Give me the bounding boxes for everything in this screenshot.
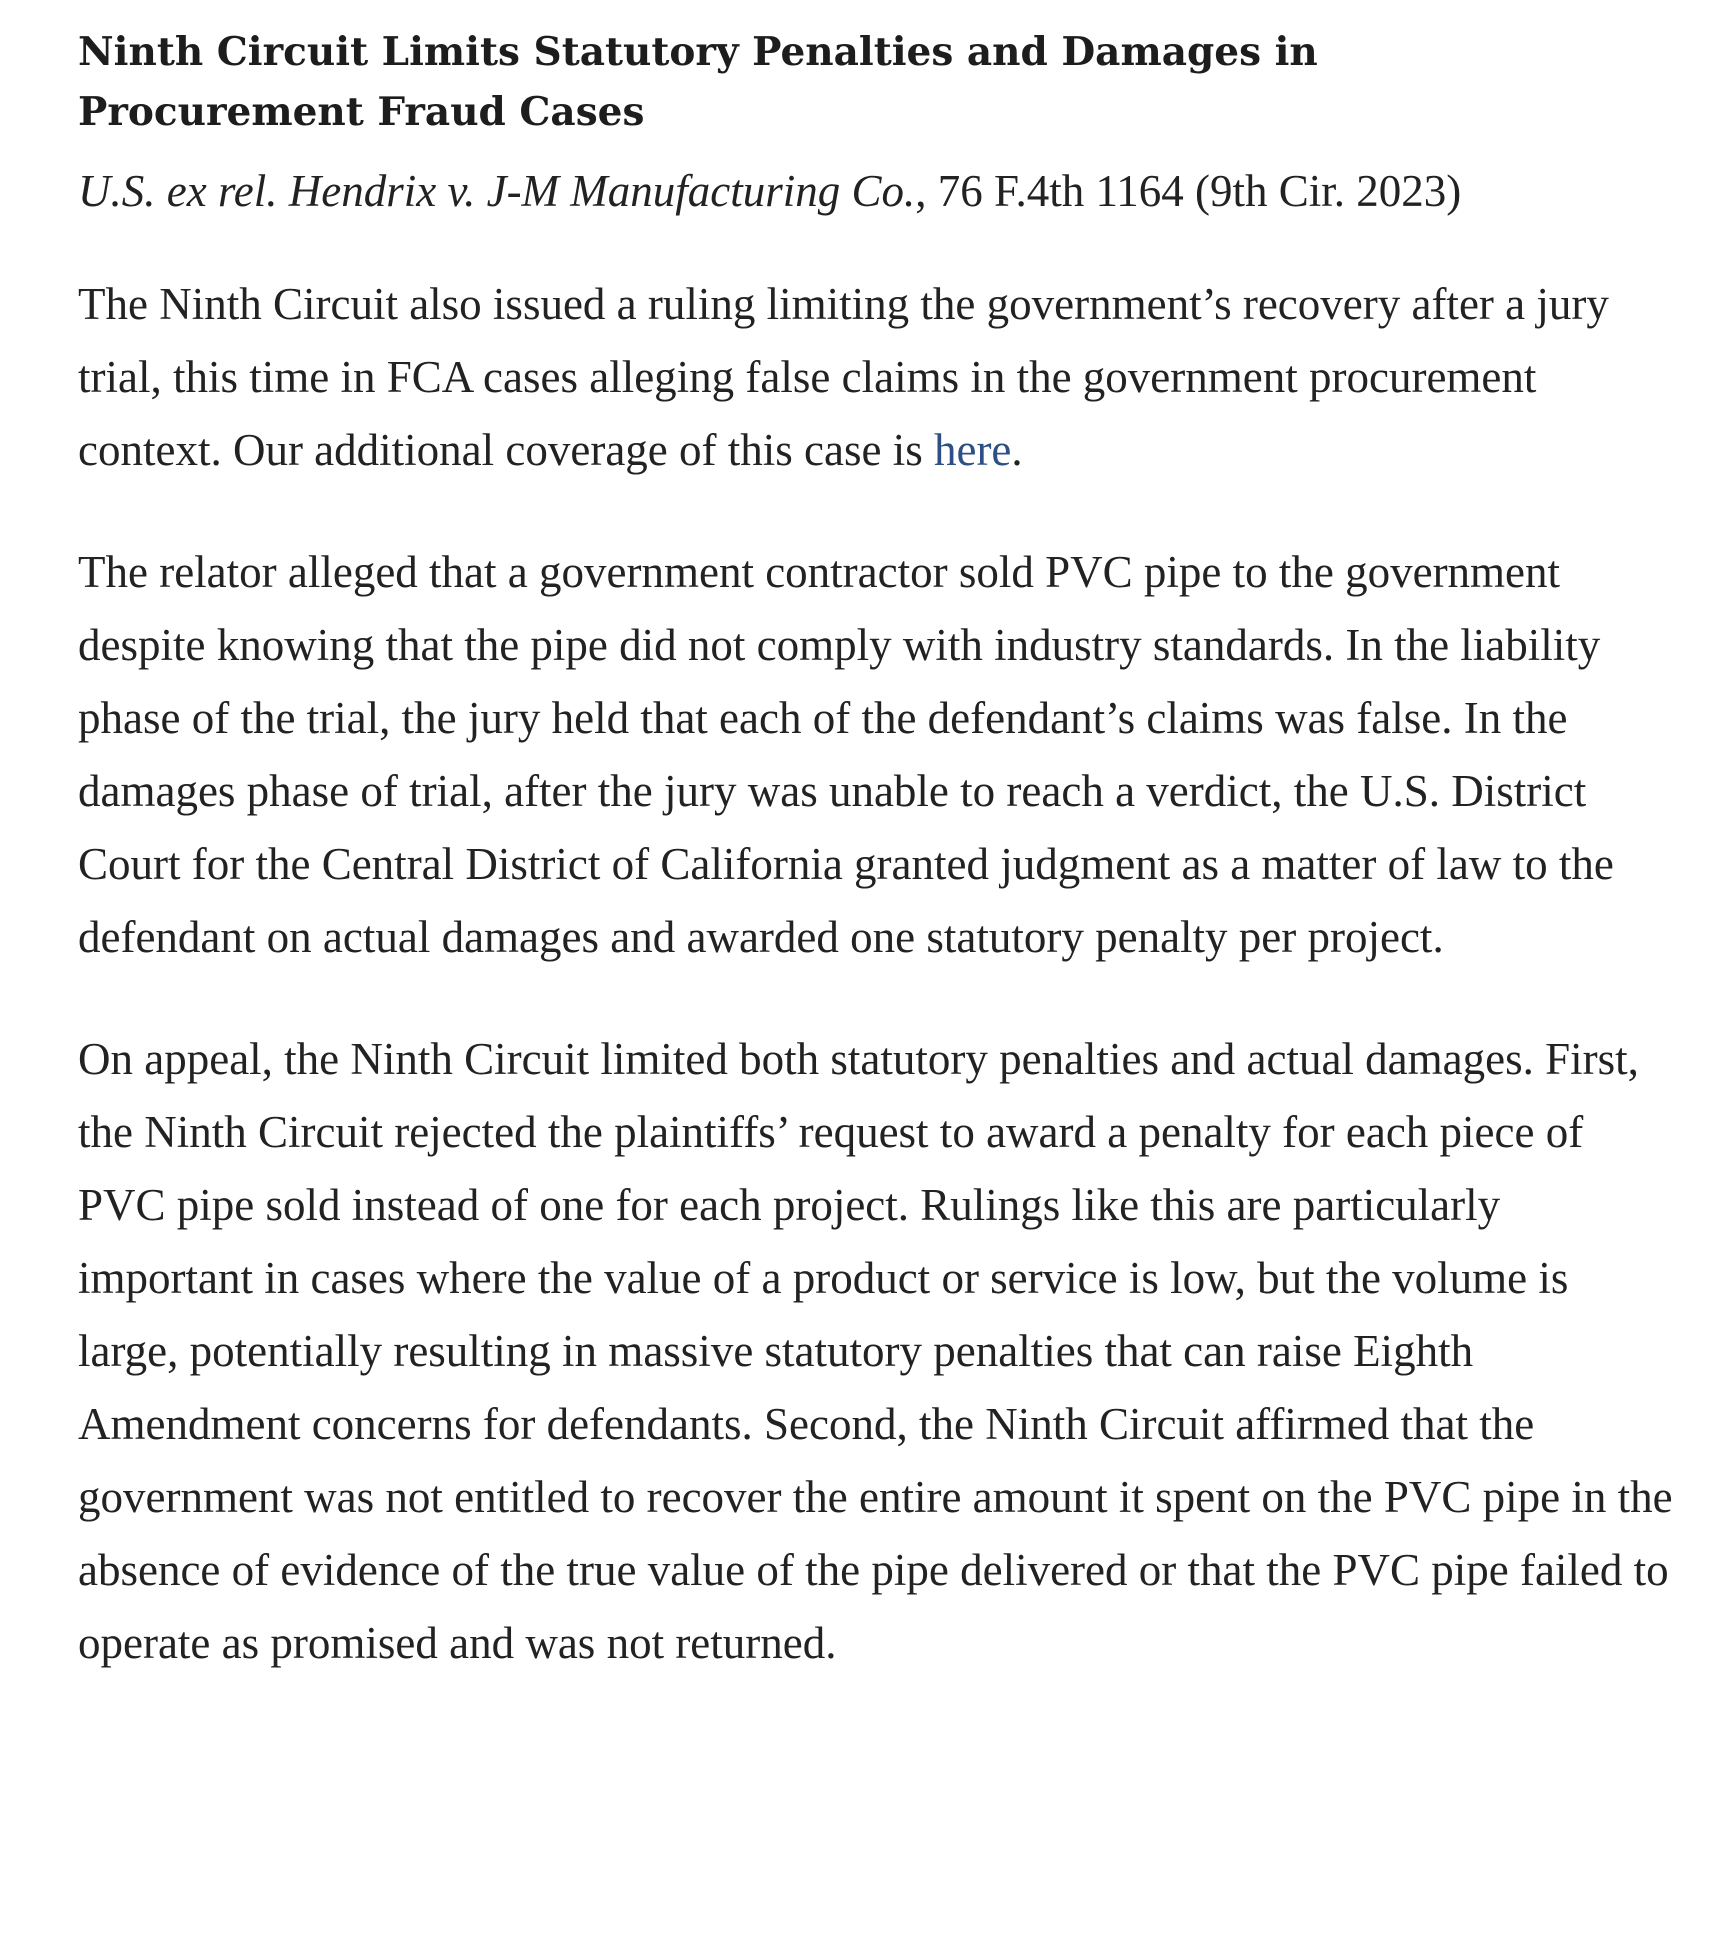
coverage-link[interactable]: here	[933, 425, 1012, 475]
article	[78, 22, 1678, 1680]
article-title: Ninth Circuit Limits Statutory Penalties and Damages in Procurement Fraud Cases	[78, 29, 1318, 135]
paragraph-appeal: On appeal, the Ninth Circuit limited both statutory penalties and actual damages. First, the Ninth Circuit rejected the plaintiffs’ request to award a penalty for each piece of PVC pipe sold instead of one for each project. Rulings like this are particularly important in cases where the value of a product or service is low, but the volume is large, potentially resulting in massive statutory penalties that can raise Eighth Amendment concerns for defendants. Second, the Ninth Circuit affirmed that the government was not entitled to recover the entire amount it spent on the PVC pipe in the absence of evidence of the true value of the pipe delivered or that the PVC pipe failed to operate as promised and was not returned.	[78, 1034, 1673, 1668]
paragraph-intro	[78, 268, 1678, 487]
case-reporter: , 76 F.4th 1164 (9th Cir. 2023)	[915, 166, 1462, 216]
case-name: U.S. ex rel. Hendrix v. J-M Manufacturing Co.	[78, 166, 916, 216]
paragraph-intro-end: .	[1011, 425, 1023, 475]
paragraph-intro-text: The Ninth Circuit also issued a ruling limiting the government’s recovery after a jury trial, this time in FCA cases alleging false claims in the government procurement context. Our additional coverage of this case is	[78, 279, 1609, 475]
paragraph-background: The relator alleged that a government contractor sold PVC pipe to the government despite knowing that the pipe did not comply with industry standards. In the liability phase of the trial, the jury held that each of the defendant’s claims was false. In the damages phase of trial, after the jury was unable to reach a verdict, the U.S. District Court for the Central District of California granted judgment as a matter of law to the defendant on actual damages and awarded one statutory penalty per project.	[78, 547, 1614, 962]
case-citation	[78, 160, 1678, 222]
